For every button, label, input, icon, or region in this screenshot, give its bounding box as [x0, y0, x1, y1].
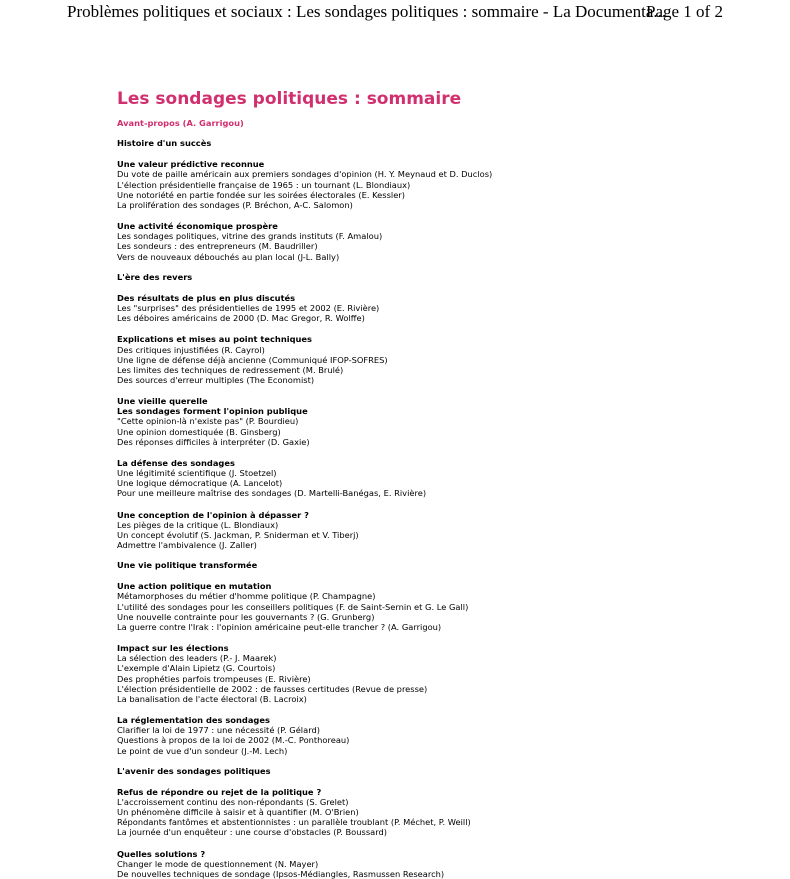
- article-link[interactable]: Une légitimité scientifique (J. Stoetzel): [117, 468, 277, 479]
- group-heading: La défense des sondages: [117, 457, 235, 468]
- article-link[interactable]: Les sondages politiques, vitrine des grands instituts (F. Amalou): [117, 231, 383, 242]
- toc-group: [117, 334, 767, 385]
- group-heading: Impact sur les élections: [117, 643, 229, 654]
- print-header: [0, 0, 790, 26]
- article-link[interactable]: Une nouvelle contrainte pour les gouvernants ? (G. Grunberg): [117, 611, 375, 622]
- document-title: Les sondages politiques : sommaire: [117, 89, 462, 109]
- article-link[interactable]: Une opinion domestiquée (B. Ginsberg): [117, 426, 281, 437]
- article-link[interactable]: Une ligne de défense déjà ancienne (Communiqué IFOP-SOFRES): [117, 354, 388, 365]
- article-link[interactable]: L'élection présidentielle française de 1965 : un tournant (L. Blondiaux): [117, 179, 411, 190]
- foreword-link[interactable]: Avant-propos (A. Garrigou): [117, 118, 244, 128]
- article-link[interactable]: "Cette opinion-là n'existe pas" (P. Bourdieu): [117, 416, 299, 427]
- article-link[interactable]: Des réponses difficiles à interpréter (D. Gaxie): [117, 436, 310, 447]
- group-heading: Explications et mises au point techniques: [117, 334, 312, 345]
- article-link[interactable]: Vers de nouveaux débouchés au plan local (J-L. Bally): [117, 251, 340, 262]
- article-link[interactable]: Une notoriété en partie fondée sur les soirées électorales (E. Kessler): [117, 189, 405, 200]
- toc-group: [117, 221, 767, 262]
- article-link[interactable]: La journée d'un enquêteur : une course d'obstacles (P. Boussard): [117, 827, 388, 838]
- article-link[interactable]: L'utilité des sondages pour les conseillers politiques (F. de Saint-Sernin et G. Le Gall): [117, 601, 469, 612]
- article-link[interactable]: Les limites des techniques de redressement (M. Brulé): [117, 364, 344, 375]
- toc-group: [117, 787, 767, 838]
- table-of-contents: [117, 138, 767, 879]
- toc-group: [117, 510, 767, 551]
- group-heading: Quelles solutions ?: [117, 848, 206, 859]
- toc-group: [117, 715, 767, 756]
- article-link[interactable]: Les "surprises" des présidentielles de 1995 et 2002 (E. Rivière): [117, 303, 380, 314]
- article-link[interactable]: Les sondeurs : des entrepreneurs (M. Baudriller): [117, 241, 318, 252]
- section-title: Histoire d'un succès: [117, 138, 212, 149]
- article-link[interactable]: De nouvelles techniques de sondage (Ipsos-Médiangles, Rasmussen Research): [117, 868, 445, 879]
- article-link[interactable]: Clarifier la loi de 1977 : une nécessité (P. Gélard): [117, 725, 320, 736]
- article-link[interactable]: Questions à propos de la loi de 2002 (M.-C. Ponthoreau): [117, 735, 350, 746]
- article-link[interactable]: Pour une meilleure maîtrise des sondages (D. Martelli-Banégas, E. Rivière): [117, 488, 427, 499]
- group-heading: Une conception de l'opinion à dépasser ?: [117, 509, 309, 520]
- article-link[interactable]: Métamorphoses du métier d'homme politique (P. Champagne): [117, 591, 376, 602]
- document-body: [117, 88, 767, 879]
- toc-group: [117, 396, 767, 447]
- section-title: L'avenir des sondages politiques: [117, 765, 271, 776]
- article-link[interactable]: Des sources d'erreur multiples (The Economist): [117, 374, 315, 385]
- article-link[interactable]: L'accroissement continu des non-répondants (S. Grelet): [117, 796, 349, 807]
- article-link[interactable]: La prolifération des sondages (P. Bréchon, A-C. Salomon): [117, 199, 353, 210]
- section-title: Une vie politique transformée: [117, 560, 258, 571]
- group-heading: Une action politique en mutation: [117, 581, 272, 592]
- article-link[interactable]: Les déboires américains de 2000 (D. Mac Gregor, R. Wolffe): [117, 313, 365, 324]
- group-heading: Refus de répondre ou rejet de la politique ?: [117, 786, 322, 797]
- article-link[interactable]: Du vote de paille américain aux premiers sondages d'opinion (H. Y. Meynaud et D. Duclos): [117, 169, 493, 180]
- article-link[interactable]: L'élection présidentielle de 2002 : de fausses certitudes (Revue de presse): [117, 683, 428, 694]
- article-link[interactable]: La banalisation de l'acte électoral (B. Lacroix): [117, 693, 307, 704]
- toc-group: [117, 159, 767, 210]
- article-link[interactable]: La guerre contre l'Irak : l'opinion américaine peut-elle trancher ? (A. Garrigou): [117, 621, 442, 632]
- article-link[interactable]: La sélection des leaders (P.- J. Maarek): [117, 653, 277, 664]
- group-heading: Une activité économique prospère: [117, 221, 278, 232]
- article-link[interactable]: Les pièges de la critique (L. Blondiaux): [117, 519, 279, 530]
- article-link[interactable]: Des critiques injustifiées (R. Cayrol): [117, 344, 265, 355]
- article-link[interactable]: Un concept évolutif (S. Jackman, P. Sniderman et V. Tiberj): [117, 529, 359, 540]
- group-heading: Des résultats de plus en plus discutés: [117, 292, 296, 303]
- article-link[interactable]: Une logique démocratique (A. Lancelot): [117, 478, 283, 489]
- toc-group: [117, 643, 767, 704]
- article-link[interactable]: Admettre l'ambivalence (J. Zaller): [117, 540, 257, 550]
- group-heading: Une vieille querelle: [117, 396, 208, 407]
- group-heading: Une valeur prédictive reconnue: [117, 159, 265, 170]
- header-title: Problèmes politiques et sociaux : Les sondages politiques : sommaire - La Documenta...: [67, 2, 667, 21]
- toc-group: [117, 581, 767, 632]
- section-title: L'ère des revers: [117, 271, 193, 282]
- group-heading: La réglementation des sondages: [117, 715, 270, 726]
- toc-group: [117, 849, 767, 879]
- article-link[interactable]: Des prophéties parfois trompeuses (E. Rivière): [117, 673, 311, 684]
- article-link[interactable]: Changer le mode de questionnement (N. Mayer): [117, 858, 319, 869]
- page-number: Page 1 of 2: [646, 2, 723, 21]
- toc-group: [117, 293, 767, 323]
- group-heading: Les sondages forment l'opinion publique: [117, 406, 308, 417]
- article-link[interactable]: L'exemple d'Alain Lipietz (G. Courtois): [117, 663, 276, 674]
- article-link[interactable]: Répondants fantômes et abstentionnistes : un parallèle troublant (P. Méchet, P. Weill): [117, 817, 471, 828]
- article-link[interactable]: Le point de vue d'un sondeur (J.-M. Lech): [117, 745, 288, 756]
- toc-group: [117, 458, 767, 499]
- article-link[interactable]: Un phénomène difficile à saisir et à quantifier (M. O'Brien): [117, 807, 359, 818]
